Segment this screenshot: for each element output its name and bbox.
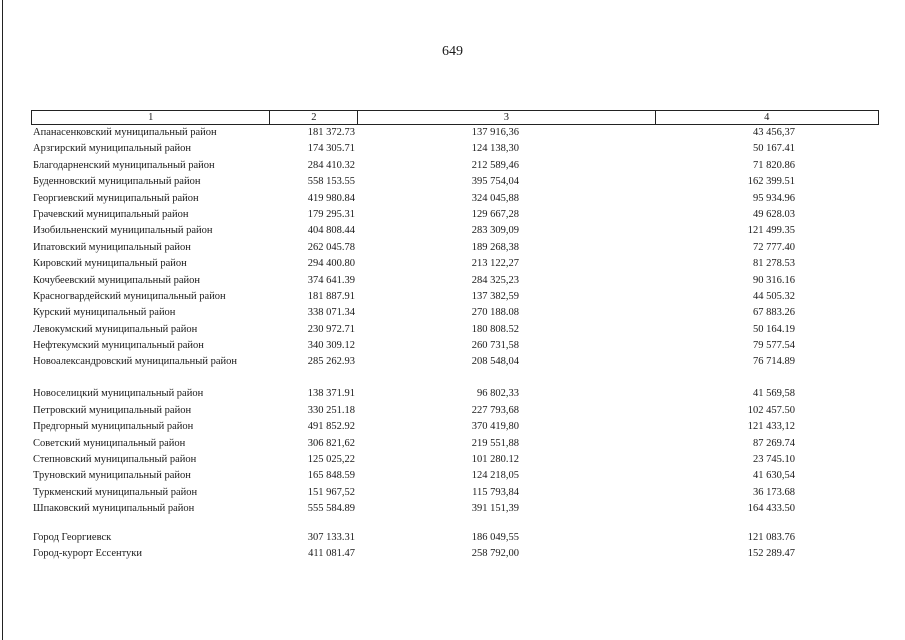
value-col-3: 283 309,09 [471,225,519,237]
value-col-2: 340 309.12 [307,340,355,352]
district-name: Предгорный муниципальный район [33,421,194,433]
value-col-4: 121 083.76 [747,531,795,543]
value-col-3: 213 122,27 [471,258,519,270]
value-col-3: 115 793,84 [472,486,519,498]
table-row [31,125,879,141]
table-row [31,141,879,157]
value-col-3: 129 667,28 [471,208,519,220]
value-col-4: 67 883.26 [753,307,795,319]
value-col-3: 180 808.52 [471,323,519,335]
value-col-2: 374 641.39 [307,274,355,286]
value-col-4: 23 745.10 [753,454,795,466]
district-name: Ипатовский муниципальный район [33,241,191,253]
district-name: Кировский муниципальный район [33,258,187,270]
value-col-3: 391 151,39 [471,503,519,515]
value-col-3: 260 731,58 [471,340,519,352]
value-col-4: 121 499.35 [747,225,795,237]
value-col-4: 152 289.47 [747,547,795,559]
table-row [31,158,879,174]
header-col-3: 3 [357,111,654,124]
district-name: Апанасенковский муниципальный район [33,127,217,138]
value-col-3: 208 548,04 [471,356,519,368]
city-table-body [31,530,879,563]
table-row [31,468,879,484]
value-col-2: 404 808.44 [307,225,355,237]
district-name: Петровский муниципальный район [33,404,192,416]
district-name: Кочубеевский муниципальный район [33,274,200,286]
value-col-3: 284 325,23 [471,274,519,286]
table-row [31,256,879,272]
value-col-3: 186 049,55 [471,531,519,543]
value-col-2: 306 821,62 [307,437,355,449]
value-col-2: 558 153.55 [307,176,355,188]
table-row [31,452,879,468]
value-col-4: 36 173.68 [753,486,795,498]
value-col-2: 181 372.73 [307,127,355,138]
table-row [31,174,879,190]
district-name: Советский муниципальный район [33,437,186,449]
value-col-3: 189 268,38 [471,241,519,253]
budget-table [31,110,879,562]
table-row [31,419,879,435]
value-col-2: 411 081.47 [308,547,355,559]
district-name: Труновский муниципальный район [33,470,191,482]
value-col-2: 179 295.31 [307,208,355,220]
table-row [31,485,879,501]
district-name: Туркменский муниципальный район [33,486,198,498]
district-name: Левокумский муниципальный район [33,323,198,335]
district-name: Буденновский муниципальный район [33,176,201,188]
district-name: Красногвардейский муниципальный район [33,290,226,302]
table-row [31,546,879,562]
district-name: Грачевский муниципальный район [33,208,189,220]
value-col-4: 50 167.41 [753,143,795,155]
value-col-2: 338 071.34 [307,307,355,319]
value-col-4: 43 456,37 [753,127,795,138]
header-col-1: 1 [148,112,154,123]
value-col-2: 419 980.84 [307,192,355,204]
value-col-4: 87 269.74 [753,437,795,449]
value-col-4: 102 457.50 [747,404,795,416]
value-col-4: 49 628.03 [753,208,795,220]
page-edge-line [2,0,3,640]
value-col-3: 270 188.08 [471,307,519,319]
district-name: Новоселицкий муниципальный район [33,388,204,400]
district-name: Город-курорт Ессентуки [33,547,143,559]
value-col-4: 81 278.53 [753,258,795,270]
district-name: Георгиевский муниципальный район [33,192,199,204]
value-col-4: 162 399.51 [747,176,795,188]
table-body [31,125,879,518]
table-row [31,386,879,402]
value-col-4: 95 934.96 [753,192,795,204]
row-gap [31,518,879,530]
value-col-3: 124 218,05 [471,470,519,482]
value-col-2: 262 045.78 [307,241,355,253]
value-col-3: 96 802,33 [477,388,519,400]
value-col-4: 90 316.16 [753,274,795,286]
table-row [31,501,879,517]
value-col-3: 324 045,88 [471,192,519,204]
page-number: 649 [442,44,463,59]
value-col-3: 101 280.12 [471,454,519,466]
header-col-4: 4 [655,111,878,124]
value-col-4: 121 433,12 [747,421,795,433]
district-name: Нефтекумский муниципальный район [33,340,204,352]
value-col-2: 181 887.91 [307,290,355,302]
value-col-2: 307 133.31 [307,531,355,543]
district-name: Шпаковский муниципальный район [33,503,195,515]
value-col-2: 555 584.89 [307,503,355,515]
value-col-3: 370 419,80 [471,421,519,433]
table-row [31,240,879,256]
value-col-3: 227 793,68 [471,404,519,416]
value-col-3: 137 916,36 [471,127,519,138]
district-name: Степновский муниципальный район [33,454,197,466]
table-row [31,338,879,354]
district-name: Изобильненский муниципальный район [33,225,213,237]
value-col-2: 165 848.59 [307,470,355,482]
value-col-4: 41 630,54 [753,470,795,482]
value-col-4: 164 433.50 [747,503,795,515]
table-row [31,223,879,239]
table-row [31,207,879,223]
value-col-3: 137 382,59 [471,290,519,302]
value-col-3: 219 551,88 [471,437,519,449]
value-col-3: 124 138,30 [471,143,519,155]
value-col-3: 258 792,00 [471,547,519,559]
district-name: Город Георгиевск [33,531,112,543]
value-col-4: 79 577.54 [753,340,795,352]
value-col-2: 284 410.32 [307,159,355,171]
table-row [31,191,879,207]
table-row [31,273,879,289]
value-col-4: 41 569,58 [753,388,795,400]
value-col-2: 174 305.71 [307,143,355,155]
value-col-3: 212 589,46 [471,159,519,171]
value-col-2: 294 400.80 [307,258,355,270]
table-row [31,322,879,338]
value-col-4: 76 714.89 [753,356,795,368]
value-col-2: 125 025,22 [307,454,355,466]
district-name: Арзгирский муниципальный район [33,143,191,155]
district-name: Новоалександровский муниципальный район [33,356,237,368]
district-name: Курский муниципальный район [33,307,176,319]
table-row [31,305,879,321]
value-col-4: 44 505.32 [753,290,795,302]
value-col-2: 330 251.18 [307,404,355,416]
value-col-4: 72 777.40 [753,241,795,253]
table-row [31,354,879,386]
value-col-2: 491 852.92 [307,421,355,433]
table-row [31,403,879,419]
value-col-4: 50 164.19 [753,323,795,335]
table-row [31,436,879,452]
table-row [31,530,879,546]
value-col-2: 138 371.91 [307,388,355,400]
table-header [31,110,879,125]
value-col-2: 151 967,52 [307,486,355,498]
value-col-4: 71 820.86 [753,159,795,171]
value-col-2: 230 972.71 [307,323,355,335]
value-col-2: 285 262.93 [307,356,355,368]
value-col-3: 395 754,04 [471,176,519,188]
header-col-2: 2 [269,111,357,124]
district-name: Благодарненский муниципальный район [33,159,215,171]
table-row [31,289,879,305]
